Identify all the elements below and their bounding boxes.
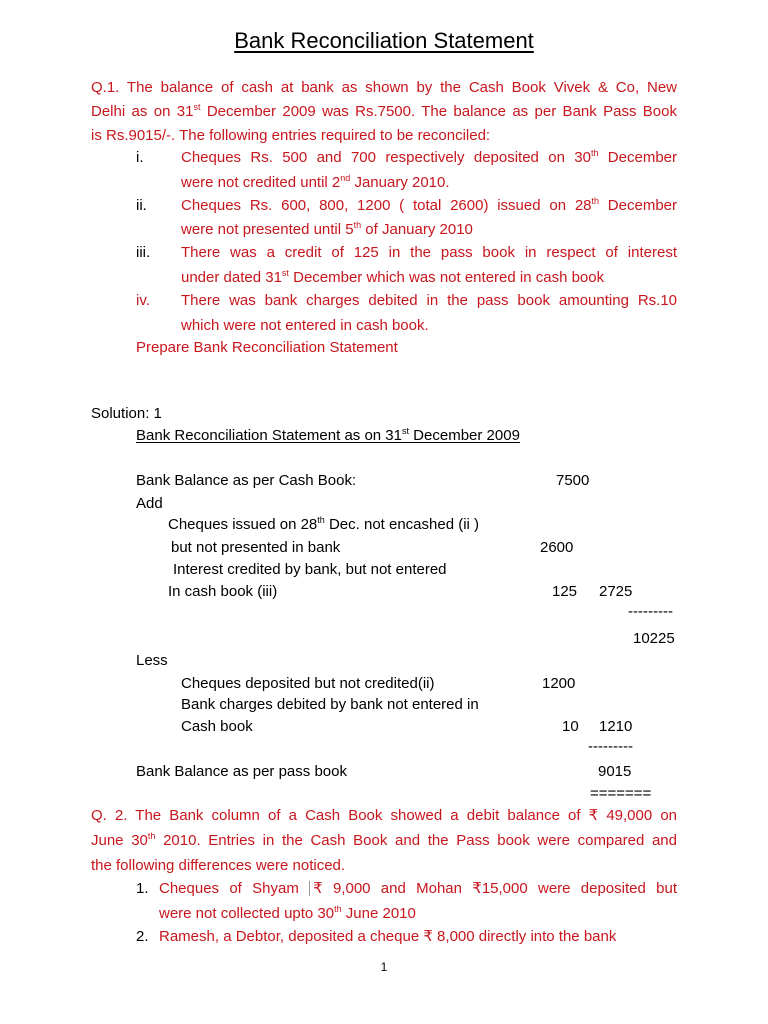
- label-add: Add: [136, 495, 163, 512]
- q1-item-text: There was a credit of 125 in the pass book in respect of interest: [181, 244, 677, 261]
- value-pass-book-balance: 9015: [598, 763, 632, 780]
- add-total: 2725: [599, 583, 633, 600]
- add-item-1-line-2: but not presented in bank: [171, 539, 341, 556]
- add-item-1-line-1: Cheques issued on 28th Dec. not encashed (ii ): [168, 515, 480, 533]
- add-item-2-value: 125: [552, 583, 578, 600]
- q2-line-1: Q. 2. The Bank column of a Cash Book showed a debit balance of ₹ 49,000 on: [91, 807, 677, 824]
- label-pass-book-balance: Bank Balance as per pass book: [136, 763, 347, 780]
- q1-item-numeral: ii.: [136, 197, 147, 214]
- add-item-2-line-1: Interest credited by bank, but not entered: [173, 561, 447, 578]
- less-item-2-line-2: Cash book: [181, 718, 253, 735]
- q1-item-text: were not presented until 5th of January 2010: [181, 220, 473, 238]
- divider-dashes: ---------: [628, 603, 673, 620]
- q2-item-number: 1.: [136, 880, 149, 897]
- solution-heading: Solution: 1: [91, 405, 162, 422]
- add-item-2-line-2: In cash book (iii): [168, 583, 278, 600]
- label-less: Less: [136, 652, 168, 669]
- less-item-2-line-1: Bank charges debited by bank not entered in: [181, 696, 479, 713]
- add-item-1-value: 2600: [540, 539, 574, 556]
- q1-item-text: Cheques Rs. 600, 800, 1200 ( total 2600) issued on 28th December: [181, 196, 677, 214]
- rupee-icon: ₹: [588, 807, 599, 824]
- q2-item-number: 2.: [136, 928, 149, 945]
- q2-item-text: Ramesh, a Debtor, deposited a cheque ₹ 8,000 directly into the bank: [159, 928, 617, 945]
- q1-item-text: There was bank charges debited in the pass book amounting Rs.10: [181, 292, 677, 309]
- q1-item-text: which were not entered in cash book.: [181, 317, 429, 334]
- q2-line-2: June 30th 2010. Entries in the Cash Book and the Pass book were compared and: [91, 831, 677, 849]
- divider-equals: =======: [590, 785, 652, 802]
- q1-line-1: Q.1. The balance of cash at bank as shown by the Cash Book Vivek & Co, New: [91, 79, 677, 96]
- label-cash-book-balance: Bank Balance as per Cash Book:: [136, 472, 357, 489]
- q1-item-text: Cheques Rs. 500 and 700 respectively deposited on 30th December: [181, 148, 677, 166]
- subtotal: 10225: [633, 630, 675, 647]
- solution-statement-title: Bank Reconciliation Statement as on 31st December 2009: [136, 426, 520, 444]
- divider-dashes: ---------: [588, 738, 633, 755]
- less-item-1-value: 1200: [542, 675, 576, 692]
- q1-line-3: is Rs.9015/-. The following entries required to be reconciled:: [91, 127, 491, 144]
- q2-line-3: the following differences were noticed.: [91, 857, 346, 874]
- rupee-icon: ₹: [472, 880, 482, 897]
- q1-item-numeral: iii.: [136, 244, 151, 261]
- page-number: 1: [380, 960, 388, 974]
- q1-line-2: Delhi as on 31st December 2009 was Rs.7500. The balance as per Bank Pass Book: [91, 102, 677, 120]
- rupee-icon: ₹: [423, 928, 433, 945]
- q2-item-text: were not collected upto 30th June 2010: [159, 904, 416, 922]
- value-cash-book-balance: 7500: [556, 472, 590, 489]
- q1-item-numeral: iv.: [136, 292, 150, 309]
- less-total: 1210: [599, 718, 633, 735]
- q1-item-text: under dated 31st December which was not entered in cash book: [181, 268, 605, 286]
- q1-item-text: were not credited until 2nd January 2010.: [181, 173, 450, 191]
- q1-instruction: Prepare Bank Reconciliation Statement: [136, 339, 398, 356]
- less-item-2-value: 10: [562, 718, 579, 735]
- rupee-icon: ₹: [309, 881, 323, 896]
- page-title: Bank Reconciliation Statement: [234, 28, 534, 53]
- less-item-1-line: Cheques deposited but not credited(ii): [181, 675, 435, 692]
- q2-item-text: Cheques of Shyam ₹ 9,000 and Mohan ₹15,000 were deposited but: [159, 880, 677, 897]
- q1-item-numeral: i.: [136, 149, 144, 166]
